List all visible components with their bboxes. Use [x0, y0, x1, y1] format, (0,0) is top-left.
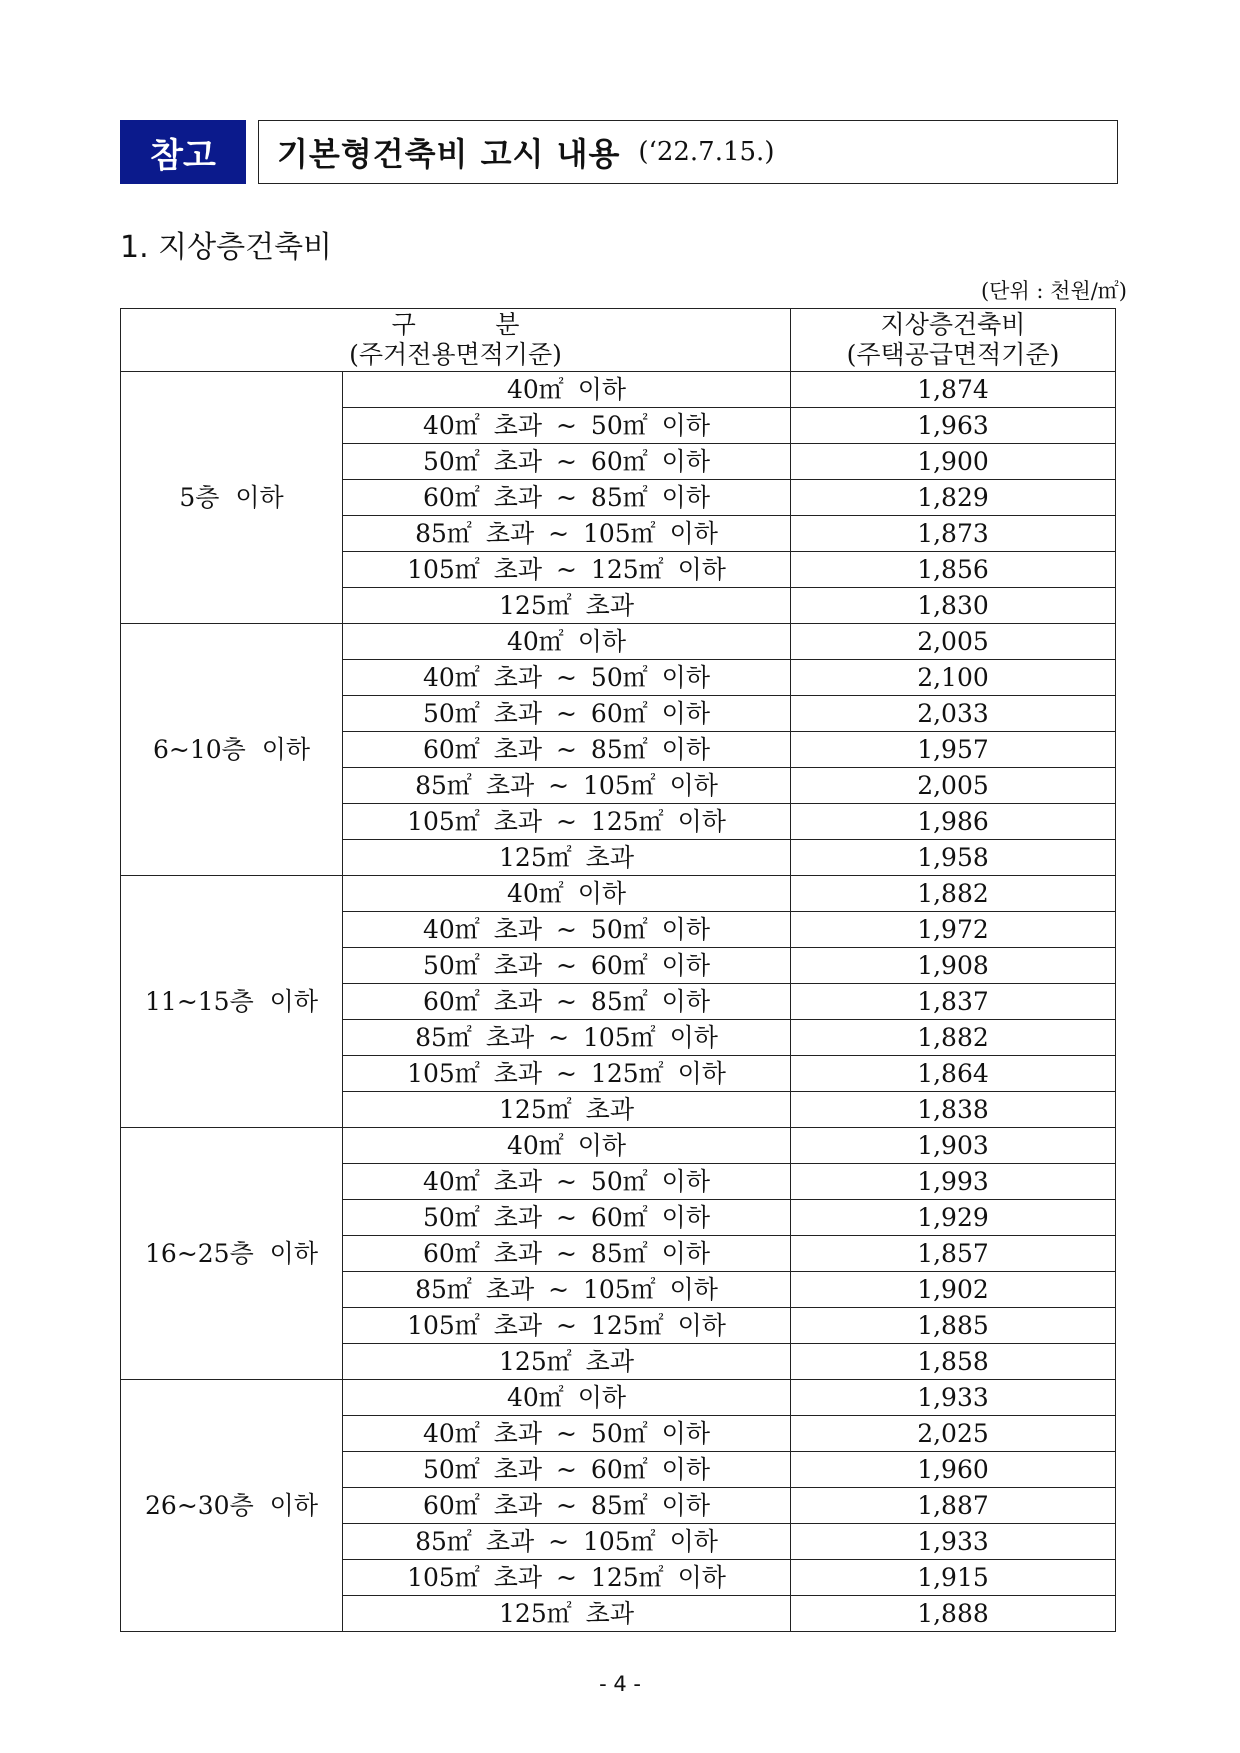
- area-range-cell: 125㎡ 초과: [343, 588, 791, 624]
- page-title: 기본형건축비 고시 내용: [277, 135, 621, 173]
- title-box: [258, 120, 1118, 184]
- cost-value-cell: 2,100: [791, 660, 1116, 696]
- area-range-cell: 105㎡ 초과 ~ 125㎡ 이하: [343, 1056, 791, 1092]
- area-range-cell: 85㎡ 초과 ~ 105㎡ 이하: [343, 1020, 791, 1056]
- construction-cost-table: [120, 308, 1116, 1632]
- table-row: [121, 1128, 1116, 1164]
- cost-value-cell: 1,838: [791, 1092, 1116, 1128]
- area-range-cell: 40㎡ 초과 ~ 50㎡ 이하: [343, 1164, 791, 1200]
- cost-value-cell: 1,882: [791, 876, 1116, 912]
- cost-value-cell: 1,864: [791, 1056, 1116, 1092]
- cost-value-cell: 1,858: [791, 1344, 1116, 1380]
- floor-group-label: 6~10층 이하: [121, 624, 343, 876]
- area-range-cell: 60㎡ 초과 ~ 85㎡ 이하: [343, 1488, 791, 1524]
- cost-value-cell: 1,829: [791, 480, 1116, 516]
- area-range-cell: 40㎡ 이하: [343, 1380, 791, 1416]
- area-range-cell: 125㎡ 초과: [343, 1092, 791, 1128]
- area-range-cell: 40㎡ 초과 ~ 50㎡ 이하: [343, 912, 791, 948]
- cost-value-cell: 1,986: [791, 804, 1116, 840]
- area-range-cell: 105㎡ 초과 ~ 125㎡ 이하: [343, 1560, 791, 1596]
- cost-value-cell: 1,874: [791, 372, 1116, 408]
- area-range-cell: 85㎡ 초과 ~ 105㎡ 이하: [343, 768, 791, 804]
- cost-value-cell: 2,005: [791, 624, 1116, 660]
- cost-value-cell: 1,887: [791, 1488, 1116, 1524]
- area-range-cell: 40㎡ 이하: [343, 624, 791, 660]
- section-title: 1. 지상층건축비: [120, 230, 333, 265]
- table-row: [121, 876, 1116, 912]
- cost-value-cell: 1,933: [791, 1524, 1116, 1560]
- table-header-row: [121, 309, 1116, 372]
- area-range-cell: 50㎡ 초과 ~ 60㎡ 이하: [343, 696, 791, 732]
- classification-header-line1: 구 분: [391, 310, 520, 339]
- reference-header: [120, 120, 1118, 184]
- cost-value-cell: 1,830: [791, 588, 1116, 624]
- announcement-date: (‘22.7.15.): [638, 137, 775, 167]
- area-range-cell: 105㎡ 초과 ~ 125㎡ 이하: [343, 804, 791, 840]
- area-range-cell: 125㎡ 초과: [343, 1344, 791, 1380]
- area-range-cell: 50㎡ 초과 ~ 60㎡ 이하: [343, 1200, 791, 1236]
- area-range-cell: 85㎡ 초과 ~ 105㎡ 이하: [343, 1272, 791, 1308]
- page-number: - 4 -: [599, 1672, 641, 1696]
- table-row: [121, 372, 1116, 408]
- area-range-cell: 125㎡ 초과: [343, 840, 791, 876]
- area-range-cell: 50㎡ 초과 ~ 60㎡ 이하: [343, 1452, 791, 1488]
- cost-value-cell: 1,857: [791, 1236, 1116, 1272]
- cost-value-cell: 1,993: [791, 1164, 1116, 1200]
- area-range-cell: 40㎡ 초과 ~ 50㎡ 이하: [343, 1416, 791, 1452]
- cost-value-cell: 1,929: [791, 1200, 1116, 1236]
- area-range-cell: 40㎡ 초과 ~ 50㎡ 이하: [343, 660, 791, 696]
- table-body: [121, 372, 1116, 1632]
- cost-value-cell: 1,885: [791, 1308, 1116, 1344]
- reference-badge: 참고: [120, 120, 246, 184]
- area-range-cell: 40㎡ 이하: [343, 876, 791, 912]
- floor-group-label: 26~30층 이하: [121, 1380, 343, 1632]
- area-range-cell: 60㎡ 초과 ~ 85㎡ 이하: [343, 732, 791, 768]
- cost-value-cell: 1,903: [791, 1128, 1116, 1164]
- cost-value-cell: 1,915: [791, 1560, 1116, 1596]
- cost-header-line2: (주택공급면적기준): [846, 340, 1060, 369]
- table-row: [121, 624, 1116, 660]
- cost-value-cell: 1,933: [791, 1380, 1116, 1416]
- cost-value-cell: 1,888: [791, 1596, 1116, 1632]
- cost-value-cell: 1,856: [791, 552, 1116, 588]
- area-range-cell: 40㎡ 초과 ~ 50㎡ 이하: [343, 408, 791, 444]
- cost-value-cell: 1,900: [791, 444, 1116, 480]
- classification-header: [121, 309, 791, 372]
- area-range-cell: 85㎡ 초과 ~ 105㎡ 이하: [343, 516, 791, 552]
- cost-value-cell: 1,957: [791, 732, 1116, 768]
- cost-value-cell: 1,960: [791, 1452, 1116, 1488]
- cost-value-cell: 1,882: [791, 1020, 1116, 1056]
- floor-group-label: 5층 이하: [121, 372, 343, 624]
- cost-value-cell: 1,958: [791, 840, 1116, 876]
- cost-value-cell: 2,005: [791, 768, 1116, 804]
- area-range-cell: 125㎡ 초과: [343, 1596, 791, 1632]
- area-range-cell: 50㎡ 초과 ~ 60㎡ 이하: [343, 948, 791, 984]
- cost-value-cell: 1,902: [791, 1272, 1116, 1308]
- cost-value-cell: 2,033: [791, 696, 1116, 732]
- cost-header-line1: 지상층건축비: [880, 310, 1026, 339]
- table-row: [121, 1380, 1116, 1416]
- area-range-cell: 60㎡ 초과 ~ 85㎡ 이하: [343, 480, 791, 516]
- area-range-cell: 105㎡ 초과 ~ 125㎡ 이하: [343, 1308, 791, 1344]
- area-range-cell: 85㎡ 초과 ~ 105㎡ 이하: [343, 1524, 791, 1560]
- cost-value-cell: 1,873: [791, 516, 1116, 552]
- area-range-cell: 60㎡ 초과 ~ 85㎡ 이하: [343, 1236, 791, 1272]
- cost-value-cell: 2,025: [791, 1416, 1116, 1452]
- cost-value-cell: 1,972: [791, 912, 1116, 948]
- floor-group-label: 11~15층 이하: [121, 876, 343, 1128]
- cost-value-cell: 1,963: [791, 408, 1116, 444]
- cost-value-cell: 1,837: [791, 984, 1116, 1020]
- area-range-cell: 40㎡ 이하: [343, 1128, 791, 1164]
- unit-note: (단위 : 천원/㎡): [980, 279, 1127, 303]
- area-range-cell: 60㎡ 초과 ~ 85㎡ 이하: [343, 984, 791, 1020]
- cost-header: [791, 309, 1116, 372]
- classification-header-line2: (주거전용면적기준): [349, 340, 562, 369]
- area-range-cell: 105㎡ 초과 ~ 125㎡ 이하: [343, 552, 791, 588]
- floor-group-label: 16~25층 이하: [121, 1128, 343, 1380]
- area-range-cell: 40㎡ 이하: [343, 372, 791, 408]
- area-range-cell: 50㎡ 초과 ~ 60㎡ 이하: [343, 444, 791, 480]
- cost-value-cell: 1,908: [791, 948, 1116, 984]
